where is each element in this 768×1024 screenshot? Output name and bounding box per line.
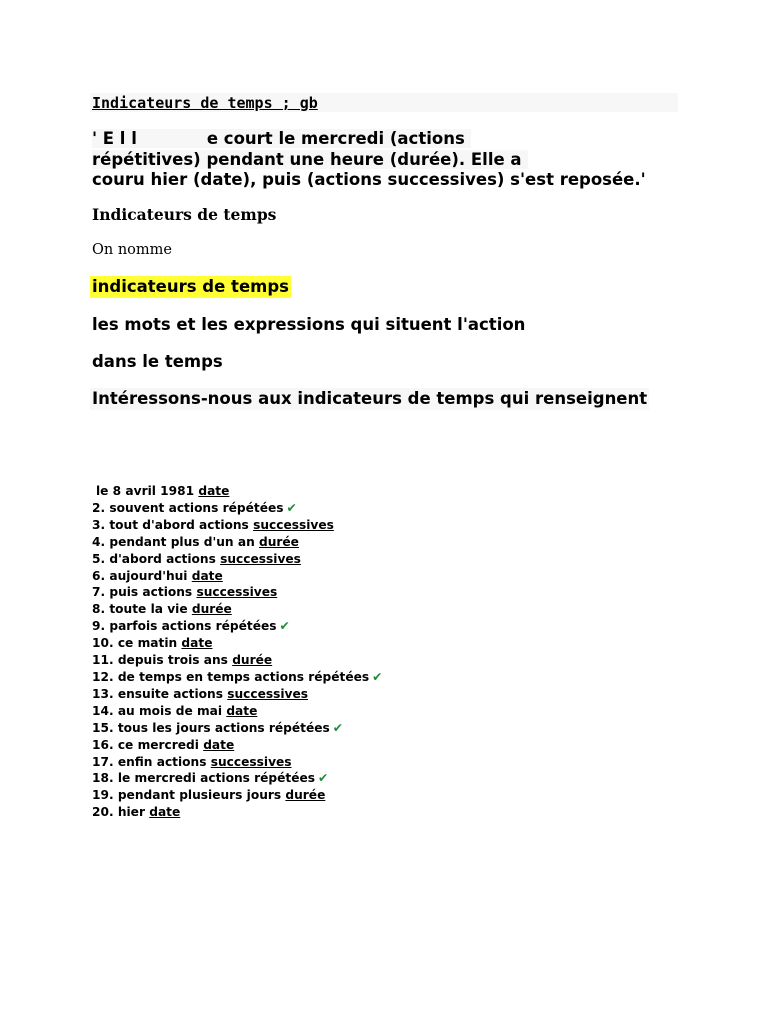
intro-text: On nomme (92, 242, 172, 258)
list-item-text: 20. hier (92, 805, 150, 820)
list-item-answer: date (226, 703, 258, 718)
list-item (92, 568, 382, 585)
checkmark-icon: ✔ (279, 619, 290, 634)
list-item-text: 5. d'abord actions (92, 551, 221, 566)
list-item-text: 6. aujourd'hui (92, 568, 192, 583)
list-item (92, 754, 382, 771)
quote-line-2: répétitives) pendant une heure (durée). Elle a (92, 150, 646, 171)
list-item-answer: successives (227, 686, 309, 701)
list-item-answer: date (191, 568, 223, 583)
list-item-answer: successives (220, 551, 301, 566)
list-item (92, 787, 382, 804)
checkmark-icon: ✔ (286, 500, 297, 515)
list-item (92, 483, 382, 500)
list-item-answer: durée (258, 534, 299, 549)
section-heading: Indicateurs de temps (92, 205, 277, 224)
list-item (92, 686, 382, 703)
list-item-text: 16. ce mercredi (92, 737, 204, 752)
list-item (92, 635, 382, 652)
highlighted-term: indicateurs de temps (92, 277, 289, 296)
list-item-answer: date (149, 805, 181, 820)
list-item (92, 720, 382, 737)
list-item-answer: date (203, 737, 235, 752)
quote-line-1-end: e court le mercredi (actions (206, 129, 465, 148)
list-item (92, 804, 382, 821)
list-item (92, 652, 382, 669)
list-item-answer: successives (253, 517, 334, 532)
list-item-text: 15. tous les jours actions répétées (92, 720, 330, 735)
checkmark-icon: ✔ (332, 720, 343, 735)
page-title: Indicateurs de temps ; gb (92, 94, 318, 112)
list-item (92, 500, 382, 517)
list-item-answer: durée (285, 788, 326, 803)
list-item (92, 737, 382, 754)
list-item-text: 10. ce matin (92, 636, 182, 651)
list-item (92, 703, 382, 720)
list-item-text: 3. tout d'abord actions (92, 517, 254, 532)
list-item-text: 9. parfois actions répétées (92, 619, 277, 634)
list-item-answer: durée (191, 602, 232, 617)
list-item (92, 601, 382, 618)
quote-line-3: couru hier (date), puis (actions successives) s'est reposée.' (92, 170, 646, 189)
list-item (92, 517, 382, 534)
list-item-answer: date (198, 484, 230, 498)
definition-line-1: les mots et les expressions qui situent l'action (92, 315, 526, 334)
definition-line-3: Intéressons-nous aux indicateurs de temps qui renseignent (92, 389, 648, 408)
list-item-text: 19. pendant plusieurs jours (92, 788, 286, 803)
list-item-text: 13. ensuite actions (92, 686, 228, 701)
list-item-text: 8. toute la vie (92, 602, 192, 617)
list-item-text: 2. souvent actions répétées (92, 500, 284, 515)
list-item (92, 584, 382, 601)
list-item (92, 669, 382, 686)
answer-list (92, 483, 382, 821)
list-item (92, 618, 382, 635)
list-item-text: 7. puis actions (92, 585, 197, 600)
list-item-text: 18. le mercredi actions répétées (92, 771, 316, 786)
list-item (92, 770, 382, 787)
list-item-answer: durée (232, 653, 273, 668)
list-item-text: 11. depuis trois ans (92, 653, 233, 668)
list-item-text: 17. enfin actions (92, 754, 211, 769)
quote-line-1 (92, 129, 646, 150)
list-item-answer: successives (210, 754, 292, 769)
list-item (92, 534, 382, 551)
list-item (92, 551, 382, 568)
list-item-answer: successives (196, 585, 278, 600)
example-quote (92, 129, 646, 191)
list-item-text: 12. de temps en temps actions répétées (92, 669, 370, 684)
list-item-text: le 8 avril 1981 (96, 484, 199, 498)
quote-line-1-start: ' E l l (92, 129, 137, 148)
checkmark-icon: ✔ (372, 669, 383, 684)
list-item-text: 14. au mois de mai (92, 703, 227, 718)
checkmark-icon: ✔ (318, 771, 329, 786)
list-item-answer: date (181, 636, 213, 651)
list-item-text: 4. pendant plus d'un an (92, 534, 259, 549)
definition-line-2: dans le temps (92, 352, 223, 371)
